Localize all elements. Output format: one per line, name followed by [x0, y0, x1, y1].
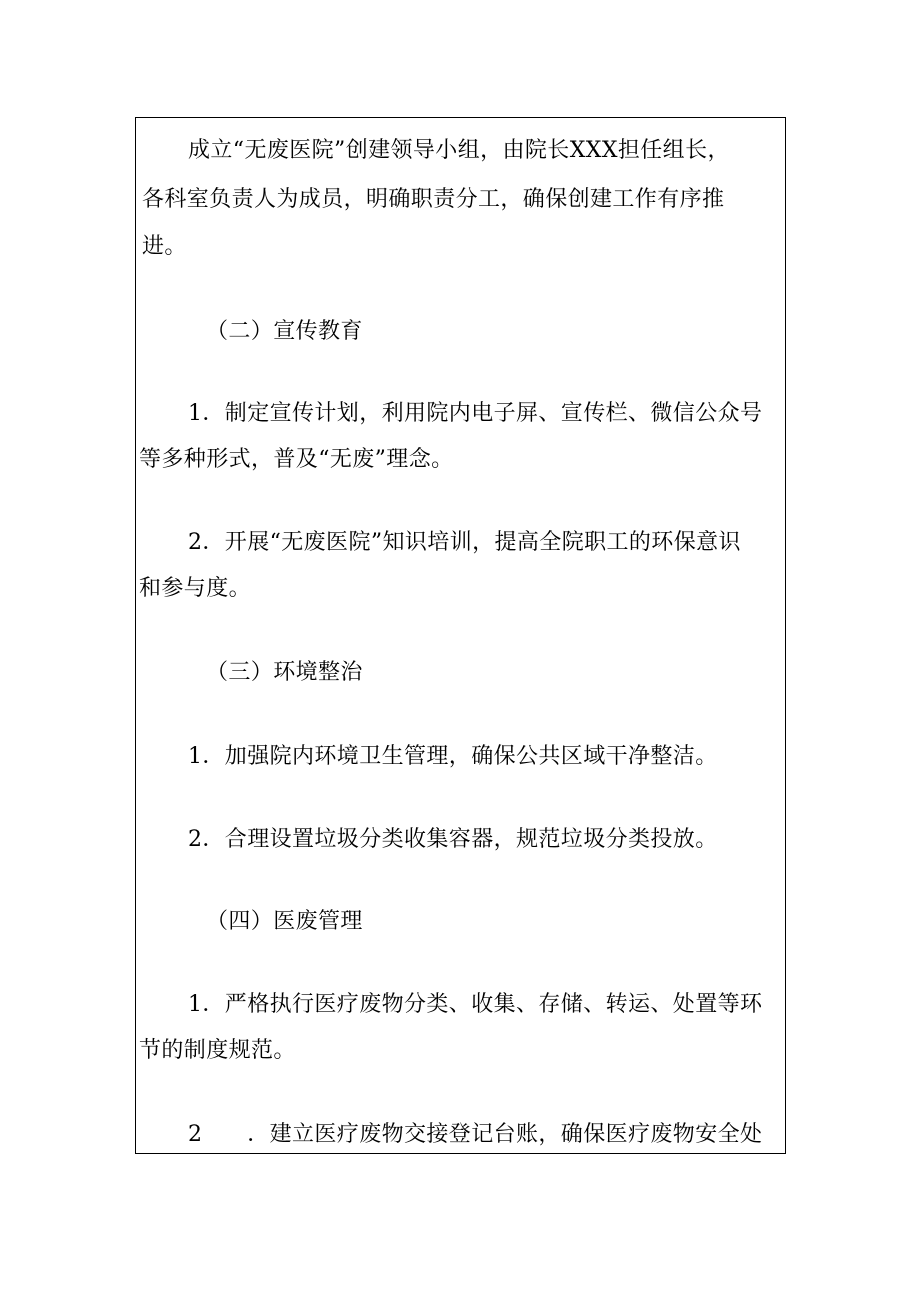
item-2-2-line1: 2．开展“无废医院”知识培训，提高全院职工的环保意识	[188, 530, 741, 555]
item-4-1-line2: 节的制度规范。	[139, 1038, 296, 1063]
item-2-2-line2: 和参与度。	[139, 576, 252, 601]
item-2-1-line2: 等多种形式，普及“无废”理念。	[139, 447, 454, 472]
para1-line2: 各科室负责人为成员，明确职责分工，确保创建工作有序推	[142, 187, 725, 212]
section-heading-2: （二）宣传教育	[206, 319, 363, 344]
item-4-1-line1: 1．严格执行医疗废物分类、收集、存储、转运、处置等环	[188, 992, 763, 1017]
para1-line1: 成立“无废医院”创建领导小组，由院长XXX担任组长，	[188, 138, 730, 163]
section-heading-4: （四）医废管理	[206, 909, 363, 934]
section-heading-3: （三）环境整治	[206, 660, 363, 685]
para1-line3: 进。	[142, 234, 187, 259]
item-3-1: 1．加强院内环境卫生管理，确保公共区域干净整洁。	[188, 744, 718, 769]
document-frame	[135, 117, 786, 1154]
item-2-1-line1: 1．制定宣传计划，利用院内电子屏、宣传栏、微信公众号	[188, 401, 763, 426]
item-4-2-line1: 2 ．建立医疗废物交接登记台账，确保医疗废物安全处	[188, 1122, 763, 1147]
item-3-2: 2．合理设置垃圾分类收集容器，规范垃圾分类投放。	[188, 827, 718, 852]
